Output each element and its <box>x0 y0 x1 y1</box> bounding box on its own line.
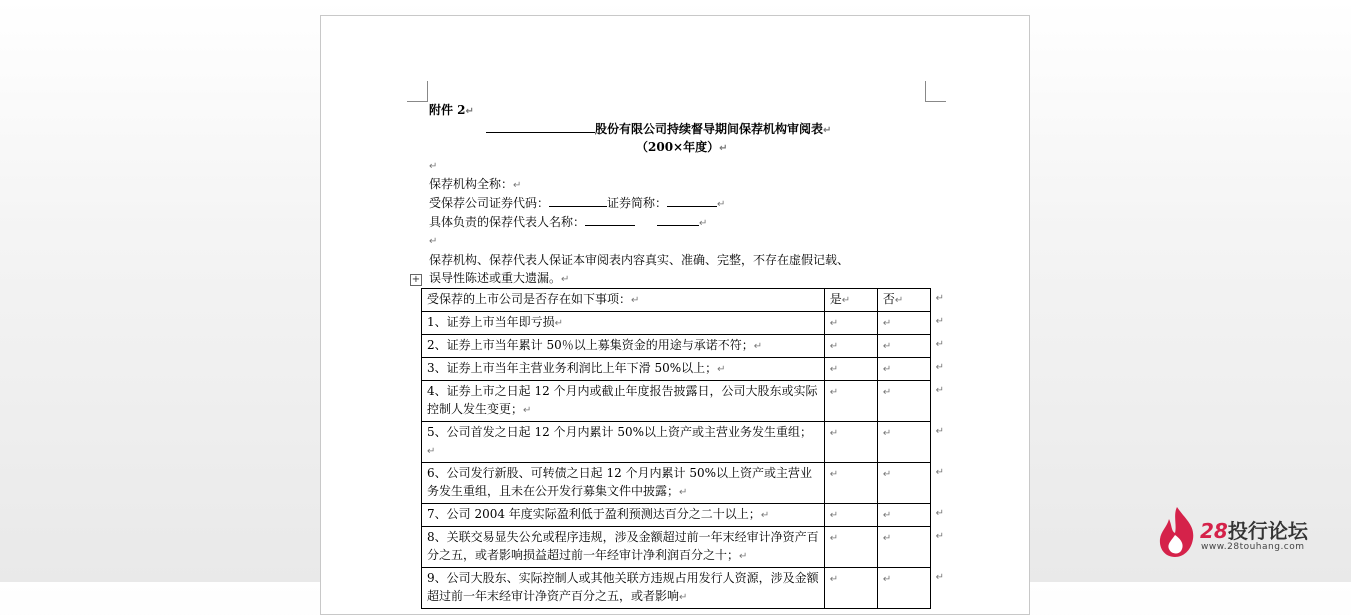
header-no-cell: 否↵ ↵ <box>877 289 930 312</box>
table-row <box>422 312 931 335</box>
margin-corner-top-left <box>407 81 428 102</box>
company-name-blank <box>486 121 595 133</box>
question-cell: 3、证券上市当年主营业务利润比上年下滑 50%以上；↵ <box>422 358 825 381</box>
yes-cell[interactable]: ↵ <box>824 381 877 422</box>
no-cell[interactable]: ↵ ↵ <box>877 381 930 422</box>
question-cell: 1、证券上市当年即亏损↵ <box>422 312 825 335</box>
document-year: （200×年度）↵ <box>636 140 728 154</box>
security-code-blank <box>549 195 607 207</box>
attachment-label: 附件 2↵ <box>429 103 474 117</box>
no-cell[interactable]: ↵ ↵ <box>877 504 930 527</box>
no-cell[interactable]: ↵ ↵ <box>877 335 930 358</box>
table-row <box>422 504 931 527</box>
empty-paragraph-2: ↵ <box>429 236 438 247</box>
table-move-handle[interactable]: + <box>411 274 421 285</box>
question-cell: 8、关联交易显失公允或程序违规，涉及金额超过前一年末经审计净资产百分之五，或者影响损益超过前一年经审计净利润百分之十；↵ <box>422 527 825 568</box>
document-title: 股份有限公司持续督导期间保荐机构审阅表↵ <box>486 121 831 139</box>
question-cell: 2、证券上市当年累计 50％以上募集资金的用途与承诺不符；↵ <box>422 335 825 358</box>
table-row <box>422 527 931 568</box>
header-question-cell: 受保荐的上市公司是否存在如下事项：↵ <box>422 289 825 312</box>
yes-cell[interactable]: ↵ <box>824 463 877 504</box>
margin-corner-top-right <box>925 81 946 102</box>
no-cell[interactable]: ↵ ↵ <box>877 358 930 381</box>
no-cell[interactable]: ↵ ↵ <box>877 527 930 568</box>
document-page <box>320 15 1030 615</box>
yes-cell[interactable]: ↵ <box>824 527 877 568</box>
yes-cell[interactable]: ↵ <box>824 312 877 335</box>
table-row <box>422 381 931 422</box>
table-header-row <box>422 289 931 312</box>
question-cell: 5、公司首发之日起 12 个月内累计 50%以上资产或主营业务发生重组；↵ <box>422 422 825 463</box>
flame-icon <box>1155 505 1199 560</box>
security-code-line: 受保荐公司证券代码： 证券简称： ↵ <box>429 196 726 210</box>
yes-cell[interactable]: ↵ <box>824 504 877 527</box>
table-row <box>422 422 931 463</box>
table-row <box>422 463 931 504</box>
statement-line-1: 保荐机构、保荐代表人保证本审阅表内容真实、准确、完整，不存在虚假记载、 <box>429 253 850 267</box>
question-cell: 9、公司大股东、实际控制人或其他关联方违规占用发行人资源，涉及金额超过前一年末经审计净资产百分之五，或者影响↵ <box>422 568 825 609</box>
site-watermark-logo <box>1155 505 1330 560</box>
no-cell[interactable]: ↵ ↵ <box>877 422 930 463</box>
header-yes-cell: 是↵ <box>824 289 877 312</box>
question-cell: 7、公司 2004 年度实际盈利低于盈利预测达百分之二十以上；↵ <box>422 504 825 527</box>
watermark-brand: 28投行论坛 <box>1200 519 1308 543</box>
security-short-name-blank <box>667 195 717 207</box>
representative-blank-2 <box>657 214 699 226</box>
no-cell[interactable]: ↵ ↵ <box>877 463 930 504</box>
statement-line-2: 误导性陈述或重大遗漏。↵ <box>429 271 570 285</box>
no-cell[interactable]: ↵ ↵ <box>877 568 930 609</box>
yes-cell[interactable]: ↵ <box>824 422 877 463</box>
representative-line: 具体负责的保荐代表人名称： ↵ <box>429 215 708 229</box>
empty-paragraph: ↵ <box>429 161 438 172</box>
review-table <box>421 288 944 609</box>
question-cell: 6、公司发行新股、可转债之日起 12 个月内累计 50%以上资产或主营业务发生重组，且未在公开发行募集文件中披露；↵ <box>422 463 825 504</box>
no-cell[interactable]: ↵ ↵ <box>877 312 930 335</box>
table-row <box>422 358 931 381</box>
watermark-url: www.28touhang.com <box>1201 542 1305 552</box>
yes-cell[interactable]: ↵ <box>824 568 877 609</box>
sponsor-name-line: 保荐机构全称：↵ <box>429 177 522 191</box>
representative-blank-1 <box>585 214 635 226</box>
yes-cell[interactable]: ↵ <box>824 335 877 358</box>
table-row <box>422 335 931 358</box>
table-row <box>422 568 931 609</box>
yes-cell[interactable]: ↵ <box>824 358 877 381</box>
question-cell: 4、证券上市之日起 12 个月内或截止年度报告披露日，公司大股东或实际控制人发生变更；↵ <box>422 381 825 422</box>
